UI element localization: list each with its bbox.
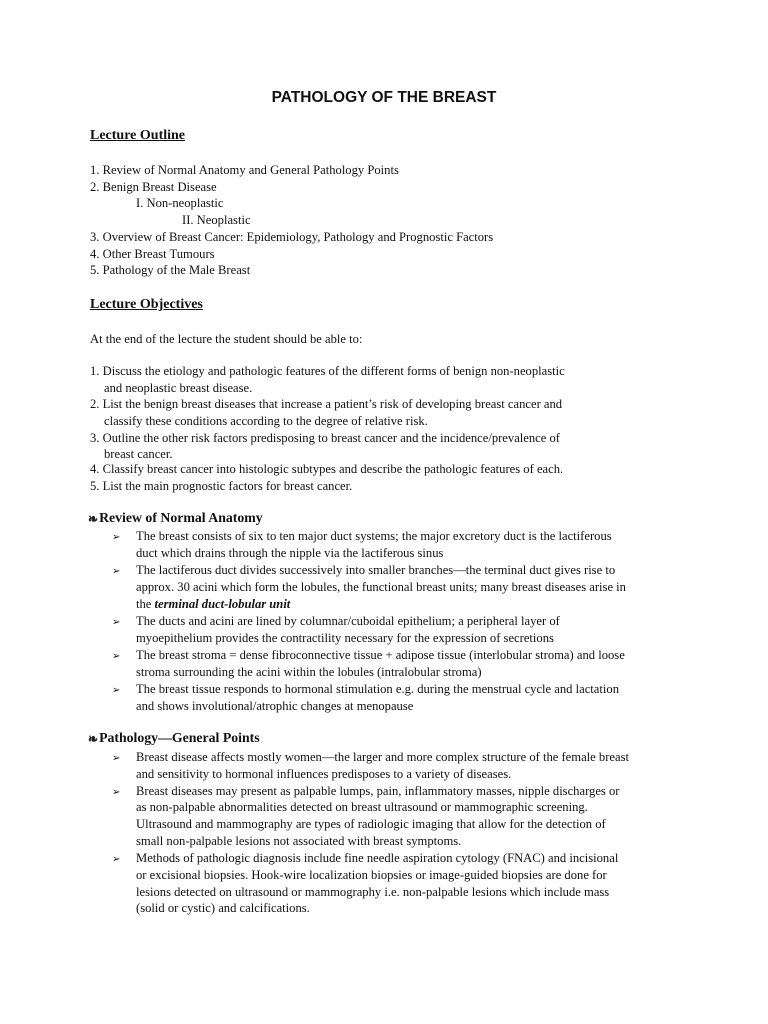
anatomy-heading-row <box>88 510 263 527</box>
anatomy-emphasis: terminal duct-lobular unit <box>154 597 291 611</box>
page-title: PATHOLOGY OF THE BREAST <box>271 89 497 106</box>
anatomy-line: The ducts and acini are lined by columnar/cuboidal epithelium; a peripheral layer of <box>136 614 560 628</box>
objective-line: 4. Classify breast cancer into histologic subtypes and describe the pathologic features of each. <box>90 462 564 476</box>
general-bullet <box>112 850 618 869</box>
outline-item: 1. Review of Normal Anatomy and General Pathology Points <box>90 163 399 177</box>
objective-line: 5. List the main prognostic factors for breast cancer. <box>90 479 353 493</box>
general-line: Breast disease affects mostly women—the larger and more complex structure of the female breast <box>136 750 629 764</box>
arrow-bullet-icon: ➢ <box>112 566 121 577</box>
arrow-bullet-icon: ➢ <box>112 532 121 543</box>
objective-line: breast cancer. <box>104 447 173 461</box>
outline-subitem: I. Non-neoplastic <box>136 196 224 210</box>
anatomy-line: The breast consists of six to ten major duct systems; the major excretory duct is the lactiferous <box>136 529 612 543</box>
anatomy-line: stroma surrounding the acini within the lobules (intralobular stroma) <box>136 665 482 679</box>
objective-line: and neoplastic breast disease. <box>104 381 253 395</box>
general-bullet <box>112 749 629 768</box>
outline-item: 4. Other Breast Tumours <box>90 247 215 261</box>
anatomy-heading: Review of Normal Anatomy <box>99 510 263 525</box>
outline-heading: Lecture Outline <box>90 128 186 143</box>
anatomy-line: myoepithelium provides the contractility necessary for the expression of secretions <box>136 631 554 645</box>
anatomy-bullet <box>112 681 619 700</box>
arrow-bullet-icon: ➢ <box>112 854 121 865</box>
arrow-bullet-icon: ➢ <box>112 617 121 628</box>
objective-line: classify these conditions according to the degree of relative risk. <box>104 414 428 428</box>
anatomy-line: and shows involutional/atrophic changes at menopause <box>136 699 414 713</box>
anatomy-bullet <box>112 613 560 632</box>
outline-item: 5. Pathology of the Male Breast <box>90 263 251 277</box>
objective-line: 3. Outline the other risk factors predisposing to breast cancer and the incidence/prevalence of <box>90 431 560 445</box>
general-line: Ultrasound and mammography are types of radiologic imaging that allow for the detection of <box>136 817 606 831</box>
objective-line: 2. List the benign breast diseases that increase a patient’s risk of developing breast cancer and <box>90 397 563 411</box>
anatomy-line: The lactiferous duct divides successively into smaller branches—the terminal duct gives rise to <box>136 563 616 577</box>
anatomy-bullet <box>112 647 625 666</box>
general-heading: Pathology—General Points <box>99 730 260 745</box>
anatomy-line: The breast stroma = dense fibroconnective tissue + adipose tissue (interlobular stroma) and loose <box>136 648 625 662</box>
anatomy-line: The breast tissue responds to hormonal stimulation e.g. during the menstrual cycle and lactation <box>136 682 619 696</box>
outline-item: 3. Overview of Breast Cancer: Epidemiology, Pathology and Prognostic Factors <box>90 230 494 244</box>
general-heading-row <box>88 730 260 747</box>
general-line: (solid or cystic) and calcifications. <box>136 901 310 915</box>
arrow-bullet-icon: ➢ <box>112 651 121 662</box>
arrow-bullet-icon: ➢ <box>112 753 121 764</box>
anatomy-line: approx. 30 acini which form the lobules, the functional breast units; many breast diseases arise in <box>136 580 626 594</box>
anatomy-bullet <box>112 562 615 581</box>
objectives-heading: Lecture Objectives <box>90 297 203 312</box>
outline-item: 2. Benign Breast Disease <box>90 180 217 194</box>
general-line: and sensitivity to hormonal influences predisposes to a variety of diseases. <box>136 767 512 781</box>
outline-subitem: II. Neoplastic <box>182 213 251 227</box>
general-line: Methods of pathologic diagnosis include fine needle aspiration cytology (FNAC) and incisional <box>136 851 619 865</box>
general-line: or excisional biopsies. Hook-wire localization biopsies or image-guided biopsies are done for <box>136 868 607 882</box>
general-line: small non-palpable lesions not associated with breast symptoms. <box>136 834 462 848</box>
general-line: as non-palpable abnormalities detected on breast ultrasound or mammographic screening. <box>136 800 588 814</box>
arrow-bullet-icon: ➢ <box>112 685 121 696</box>
scroll-icon: ❧ <box>88 730 99 748</box>
anatomy-line-prefix: the <box>136 597 155 611</box>
anatomy-line <box>136 596 290 613</box>
arrow-bullet-icon: ➢ <box>112 787 121 798</box>
anatomy-bullet <box>112 528 612 547</box>
anatomy-line: duct which drains through the nipple via the lactiferous sinus <box>136 546 444 560</box>
objective-line: 1. Discuss the etiology and pathologic features of the different forms of benign non-neoplastic <box>90 364 565 378</box>
objectives-intro: At the end of the lecture the student should be able to: <box>90 332 363 346</box>
scroll-icon: ❧ <box>88 510 99 528</box>
general-line: lesions detected on ultrasound or mammography i.e. non-palpable lesions which include mass <box>136 885 610 899</box>
general-line: Breast diseases may present as palpable lumps, pain, inflammatory masses, nipple discharges or <box>136 784 620 798</box>
